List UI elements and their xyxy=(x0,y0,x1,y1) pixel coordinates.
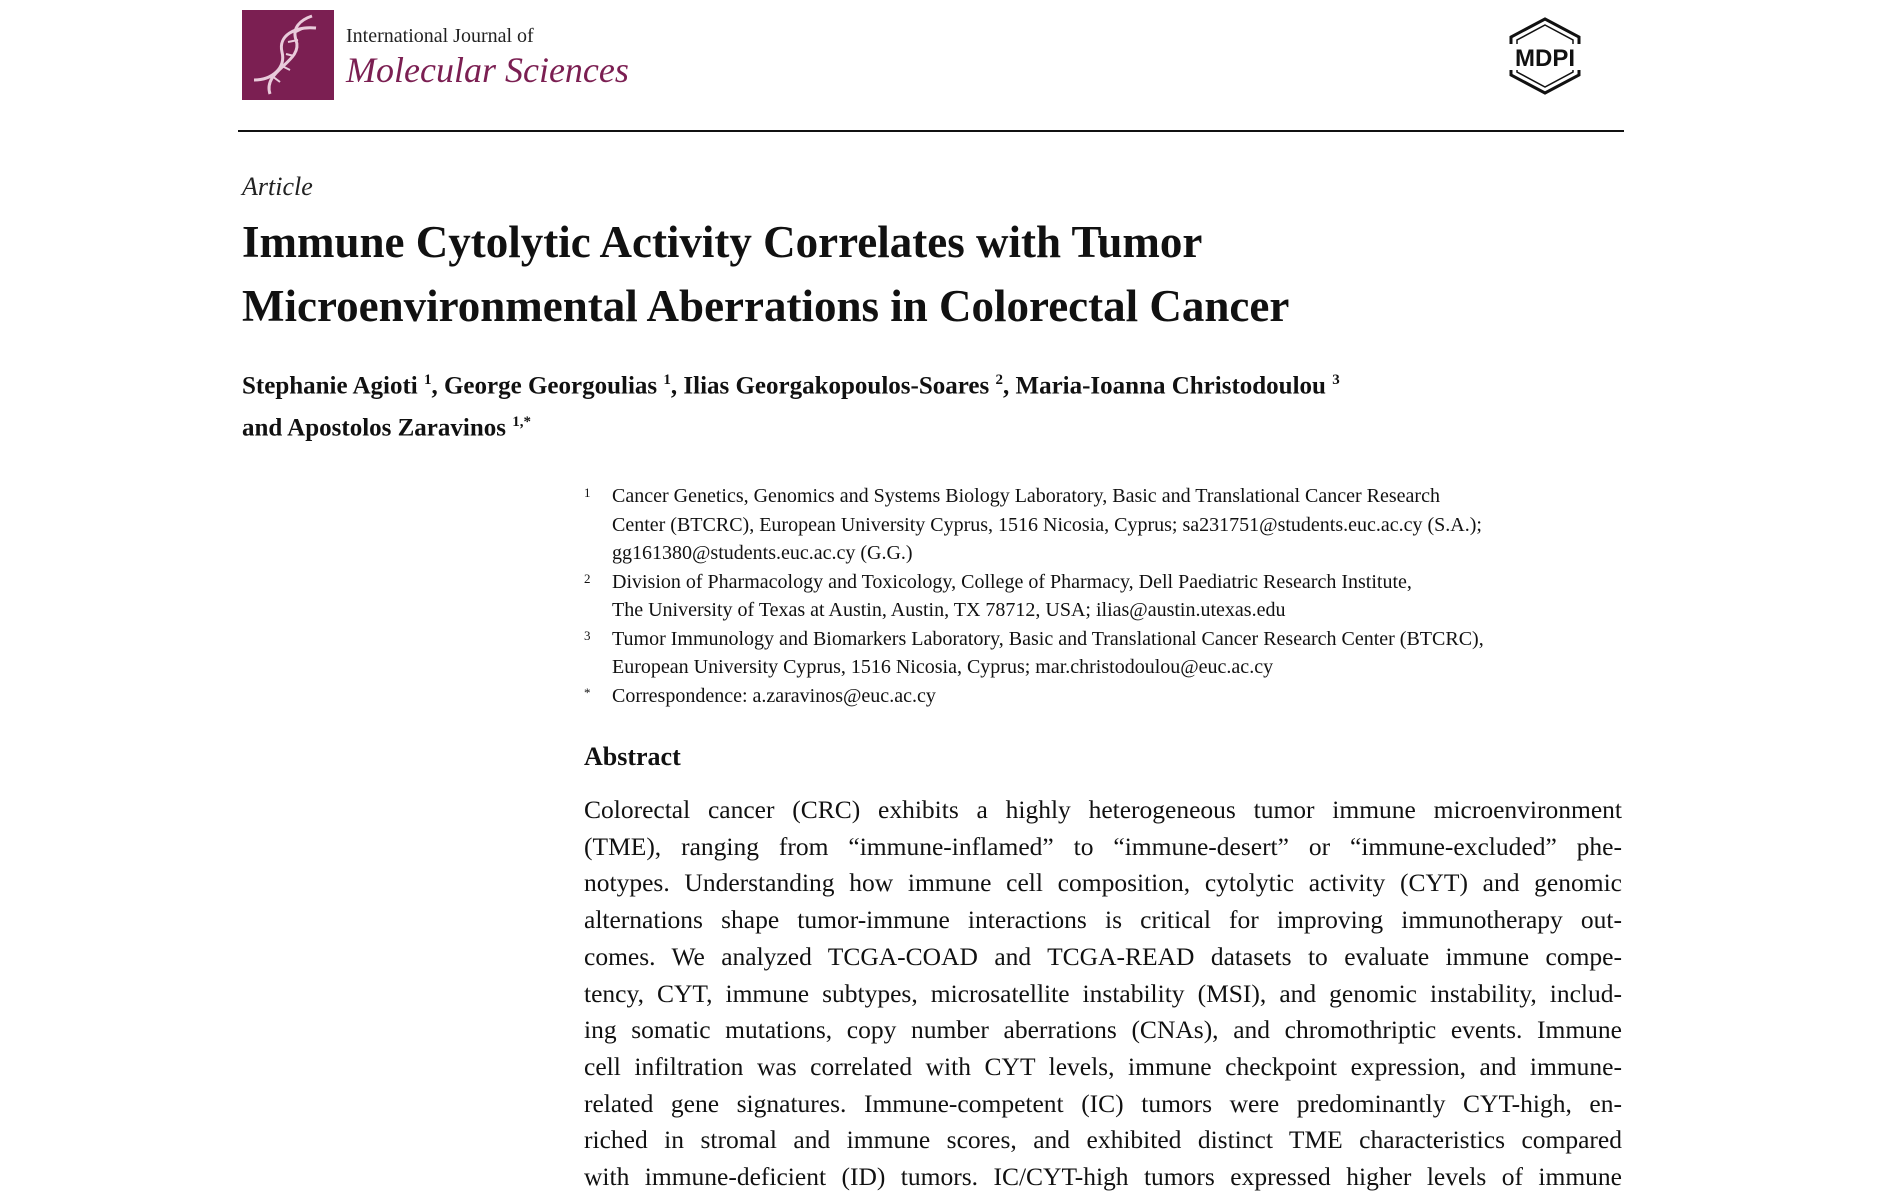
abstract-line: related gene signatures. Immune-competent (IC) tumors were predominantly CYT-high, en- xyxy=(584,1088,1622,1118)
affiliation-marker: 1 xyxy=(584,485,591,500)
abstract-line: riched in stromal and immune scores, and exhibited distinct TME characteristics compared xyxy=(584,1125,1622,1155)
author-line xyxy=(242,362,1602,404)
affiliation-line: European University Cyprus, 1516 Nicosia, Cyprus; mar.christodoulou@euc.ac.cy xyxy=(612,656,1274,678)
abstract-line: comes. We analyzed TCGA-COAD and TCGA-READ datasets to evaluate immune compe- xyxy=(584,941,1622,971)
affiliation-line: Division of Pharmacology and Toxicology, College of Pharmacy, Dell Paediatric Research Institute, xyxy=(612,570,1412,593)
affiliation-line: Tumor Immunology and Biomarkers Laboratory, Basic and Translational Cancer Research Center (BTCRC), xyxy=(612,627,1484,650)
article-title-line: Microenvironmental Aberrations in Colorectal Cancer xyxy=(242,281,1290,331)
author-separator: , xyxy=(670,372,684,400)
correspondence-item xyxy=(584,682,1634,711)
journal-logo-icon xyxy=(242,10,334,100)
author-affiliation-mark: 1 xyxy=(663,372,671,388)
abstract-line: notypes. Understanding how immune cell composition, cytolytic activity (CYT) and genomic xyxy=(584,868,1622,898)
abstract-line: ing somatic mutations, copy number aberrations (CNAs), and chromothriptic events. Immune xyxy=(584,1015,1622,1045)
author-name[interactable]: and Apostolos Zaravinos xyxy=(242,414,506,442)
affiliation-item xyxy=(584,568,1634,625)
abstract-line: (TME), ranging from “immune-inflamed” to “immune-desert” or “immune-excluded” phe- xyxy=(584,831,1622,861)
author-affiliation-mark: 1,* xyxy=(512,414,531,431)
author-name[interactable]: Stephanie Agioti xyxy=(242,372,418,400)
abstract-line: alternations shape tumor-immune interactions is critical for improving immunotherapy out- xyxy=(584,905,1622,935)
publisher-name: MDPI xyxy=(1515,45,1575,72)
affiliation-item xyxy=(584,482,1634,568)
abstract-body xyxy=(584,792,1622,1196)
abstract-line: with immune-deficient (ID) tumors. IC/CYT-high tumors expressed higher levels of immune xyxy=(584,1162,1622,1192)
affiliation-line: Center (BTCRC), European University Cyprus, 1516 Nicosia, Cyprus; sa231751@students.euc.ac.cy (S.A.); xyxy=(612,513,1482,536)
affiliation-line: gg161380@students.euc.ac.cy (G.G.) xyxy=(612,542,913,564)
article-title-line: Immune Cytolytic Activity Correlates with Tumor xyxy=(242,217,1203,267)
author-separator: , xyxy=(1002,372,1016,400)
author-name[interactable]: Ilias Georgakopoulos-Soares xyxy=(683,372,990,400)
journal-name-line1: International Journal of xyxy=(346,25,534,47)
abstract-line: Colorectal cancer (CRC) exhibits a highly heterogeneous tumor immune microenvironment xyxy=(584,795,1622,824)
author-separator: , xyxy=(431,372,444,400)
correspondence-marker: * xyxy=(584,684,591,700)
affiliation-line: The University of Texas at Austin, Austin, TX 78712, USA; ilias@austin.utexas.edu xyxy=(612,599,1286,621)
header-divider xyxy=(238,130,1624,132)
author-name[interactable]: George Georgoulias xyxy=(443,372,658,400)
abstract-line: tency, CYT, immune subtypes, microsatellite instability (MSI), and genomic instability, includ- xyxy=(584,978,1622,1008)
author-line xyxy=(242,404,1602,446)
affiliation-marker: 2 xyxy=(584,570,591,586)
journal-name-line2: Molecular Sciences xyxy=(346,50,629,90)
affiliation-item xyxy=(584,625,1634,682)
author-affiliation-mark: 2 xyxy=(995,372,1003,388)
article-type: Article xyxy=(242,172,313,201)
abstract-heading: Abstract xyxy=(584,742,681,771)
journal-name xyxy=(346,26,629,88)
mdpi-logo-icon xyxy=(1505,16,1585,96)
abstract-line: cell infiltration was correlated with CYT levels, immune checkpoint expression, and immune- xyxy=(584,1051,1622,1081)
author-affiliation-mark: 1 xyxy=(423,372,432,388)
author-name[interactable]: Maria-Ioanna Christodoulou xyxy=(1015,372,1326,400)
author-affiliation-mark: 3 xyxy=(1332,372,1340,388)
correspondence-line: Correspondence: a.zaravinos@euc.ac.cy xyxy=(612,684,936,707)
affiliation-line: Cancer Genetics, Genomics and Systems Biology Laboratory, Basic and Translational Cancer Research xyxy=(612,485,1440,507)
affiliation-marker: 3 xyxy=(584,627,591,643)
article-title xyxy=(242,210,1582,338)
affiliation-list xyxy=(584,482,1634,710)
author-list xyxy=(242,362,1602,447)
